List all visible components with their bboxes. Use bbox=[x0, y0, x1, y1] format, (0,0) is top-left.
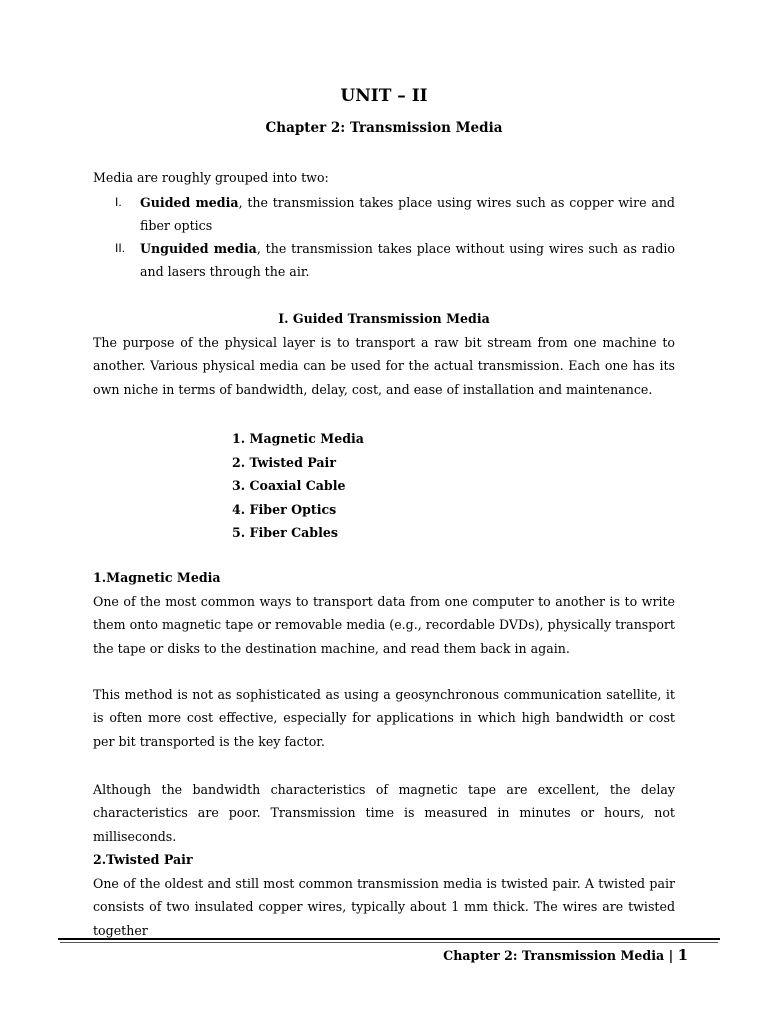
list-text bbox=[140, 191, 675, 238]
topic-item: 2. Twisted Pair bbox=[232, 454, 336, 470]
unit-title: UNIT – II bbox=[340, 86, 428, 106]
heading-twisted-pair: 2.Twisted Pair bbox=[93, 852, 193, 867]
topic-item: 4. Fiber Optics bbox=[232, 501, 337, 517]
page-footer bbox=[443, 946, 688, 964]
magnetic-paragraph-1: One of the most common ways to transport data from one computer to another is to write them onto magnetic tape or removable media (e.g., recordable DVDs), physically transport the tape or disks to the destination machine, and read them back in again. bbox=[93, 594, 675, 656]
page-number: 1 bbox=[677, 946, 688, 964]
definition-unguided-media: , the transmission takes place without using wires such as radio and lasers through the air. bbox=[140, 241, 675, 280]
guided-paragraph: The purpose of the physical layer is to transport a raw bit stream from one machine to another. Various physical media can be used for the actual transmission. Each one has its own niche in terms of bandwidth, delay, cost, and ease of installation and maintenance. bbox=[93, 335, 675, 397]
chapter-title: Chapter 2: Transmission Media bbox=[265, 120, 503, 136]
footer-separator: | bbox=[668, 948, 674, 963]
footer-rule bbox=[58, 938, 720, 940]
topic-item: 5. Fiber Cables bbox=[232, 525, 338, 540]
section-heading-guided: I. Guided Transmission Media bbox=[278, 311, 490, 326]
footer-chapter-label: Chapter 2: Transmission Media bbox=[443, 948, 665, 963]
magnetic-paragraph-2: This method is not as sophisticated as using a geosynchronous communication satellite, it is often more cost effective, especially for applications in which high bandwidth or cost per bit transported is the key factor. bbox=[93, 687, 675, 749]
list-item-guided bbox=[115, 191, 675, 238]
magnetic-paragraph-3: Although the bandwidth characteristics of magnetic tape are excellent, the delay characteristics are poor. Transmission time is measured in minutes or hours, not milliseconds. bbox=[93, 782, 675, 844]
list-number: II. bbox=[115, 241, 126, 255]
definition-guided-media: , the transmission takes place using wires such as copper wire and fiber optics bbox=[140, 195, 675, 234]
list-item-unguided bbox=[115, 237, 675, 284]
term-unguided-media: Unguided media bbox=[140, 241, 257, 256]
term-guided-media: Guided media bbox=[140, 195, 239, 210]
list-text bbox=[140, 237, 675, 284]
topic-list bbox=[232, 427, 364, 545]
topic-item: 1. Magnetic Media bbox=[232, 431, 364, 446]
twisted-paragraph-1: One of the oldest and still most common transmission media is twisted pair. A twisted pair consists of two insulated copper wires, typically about 1 mm thick. The wires are twisted together bbox=[93, 876, 675, 938]
heading-magnetic-media: 1.Magnetic Media bbox=[93, 570, 221, 585]
list-number: I. bbox=[115, 195, 122, 209]
footer-rule-secondary bbox=[60, 942, 718, 943]
topic-item: 3. Coaxial Cable bbox=[232, 478, 346, 493]
intro-lead: Media are roughly grouped into two: bbox=[93, 170, 329, 185]
